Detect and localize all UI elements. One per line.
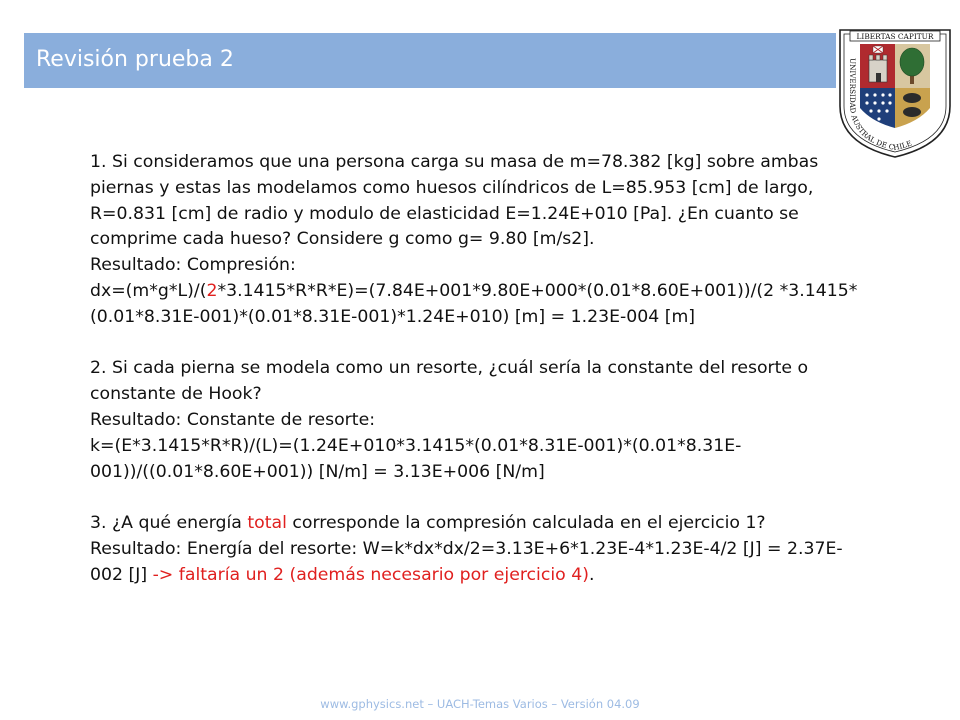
problem-3-end: . <box>588 564 595 585</box>
problem-1-formula-highlight: 2 <box>206 280 218 301</box>
problem-3-question-end: corresponde la compresión calculada en el ejercicio 1? <box>286 513 766 534</box>
problem-3-question-start: 3. ¿A qué energía <box>90 513 248 534</box>
spacer <box>90 331 860 357</box>
problem-3 <box>90 511 860 588</box>
problem-2-question: 2. Si cada pierna se modela como un resorte, ¿cuál sería la constante del resorte o constante de Hook? <box>90 358 809 405</box>
seal-ring-text: UNIVERSIDAD AUSTRAL DE CHILE <box>848 58 913 153</box>
problem-1-formula <box>90 281 857 327</box>
problem-2 <box>90 356 860 485</box>
problem-1-result-label: Resultado: Compresión: <box>90 255 296 276</box>
problem-3-question <box>90 513 766 533</box>
problem-2-formula: k=(E*3.1415*R*R)/(L)=(1.24E+010*3.1415*(0.01*8.31E-001)*(0.01*8.31E-001))/((0.01*8.60E+001)) [N/m] = 3.13E+006 [N/m] <box>90 435 742 482</box>
seal-motto: LIBERTAS CAPITUR <box>856 32 934 41</box>
problem-3-note: -> faltaría un 2 (además necesario por ejercicio 4) <box>152 564 589 585</box>
problem-2-result-label: Resultado: Constante de resorte: <box>90 409 376 430</box>
problem-1-formula-end: *3.1415*R*R*E)=(7.84E+001*9.80E+000*(0.01*8.60E+001))/(2 *3.1415*(0.01*8.31E-001)*(0.01*8.31E-001)*1.24E+010) [m] = 1.23E-004 [m] <box>90 280 858 327</box>
problem-3-result: Resultado: Energía del resorte: W=k*dx*dx/2=3.13E+6*1.23E-4*1.23E-4/2 [J] = 2.37E-002 [J] <box>90 538 843 585</box>
spacer <box>90 485 860 511</box>
problem-1-question: 1. Si consideramos que una persona carga su masa de m=78.382 [kg] sobre ambas piernas y estas las modelamos como huesos cilíndricos de L=85.953 [cm] de largo, R=0.831 [cm] de radio y modulo de elasticidad E=1.24E+010 [Pa]. ¿En cuanto se comprime cada hueso? Considere g como g= 9.80 [m/s2]. <box>90 152 819 250</box>
problem-3-question-highlight: total <box>247 513 287 534</box>
slide-title: Revisión prueba 2 <box>36 47 234 72</box>
title-bar <box>24 33 836 88</box>
problem-1-formula-start: dx=(m*g*L)/( <box>90 280 207 301</box>
slide-content <box>90 150 860 589</box>
footer: www.gphysics.net – UACH-Temas Varios – Versión 04.09 <box>320 697 640 711</box>
universidad-austral-de-chile-seal-icon <box>836 24 954 160</box>
problem-1 <box>90 150 860 331</box>
